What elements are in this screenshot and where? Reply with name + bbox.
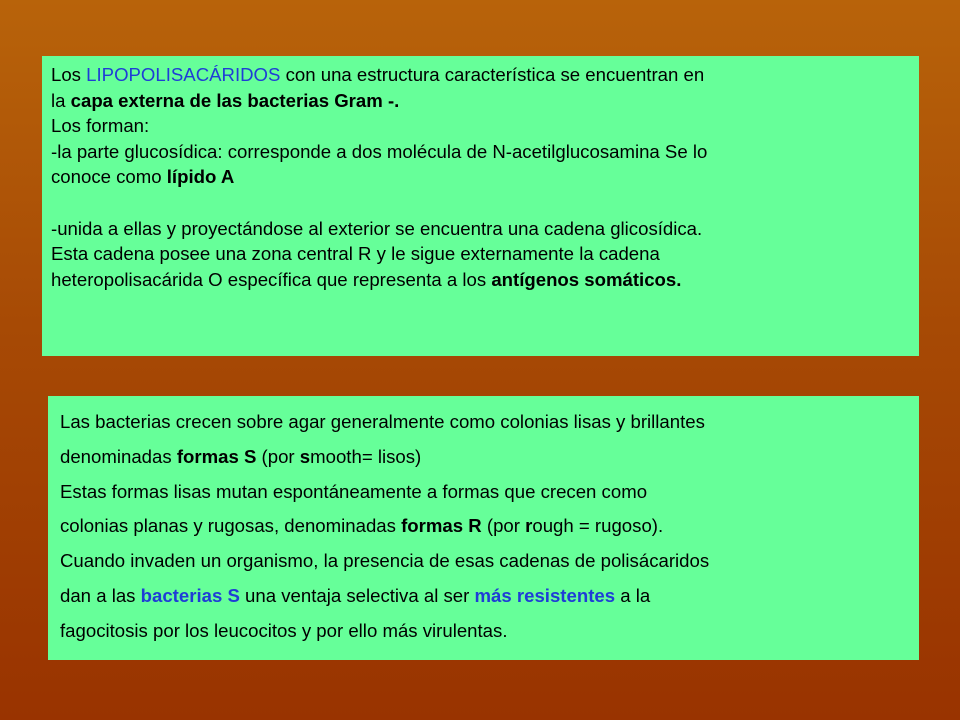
text-span: dan a las	[60, 584, 141, 606]
top-line-1	[51, 62, 909, 88]
rough-initial-bold: r	[525, 515, 533, 537]
bottom-line-6	[60, 579, 909, 614]
text-span: colonias planas y rugosas, denominadas	[60, 515, 402, 537]
text-span: (por	[256, 445, 300, 467]
text-span: la	[51, 89, 71, 111]
smooth-initial-bold: s	[299, 445, 311, 467]
text-span: conoce como	[51, 166, 167, 188]
top-line-5	[51, 164, 909, 190]
text-span: heteropolisacárida O específica que representa a los	[51, 268, 492, 290]
top-line-3: Los forman:	[51, 115, 150, 137]
antigenos-somaticos-bold: antígenos somáticos.	[491, 268, 682, 290]
bottom-line-4	[60, 509, 909, 544]
text-span: denominadas	[60, 445, 177, 467]
formas-s-bold: formas S	[176, 445, 257, 467]
bottom-line-3: Estas formas lisas mutan espontáneamente a formas que crecen como	[60, 480, 648, 502]
lipopolysaccharide-text-box	[42, 56, 919, 356]
text-span: con una estructura característica se encuentran en	[280, 64, 705, 85]
bottom-line-7: fagocitosis por los leucocitos y por ello más virulentas.	[60, 619, 508, 641]
text-span: ough = rugoso).	[532, 515, 664, 537]
lipopolisacaridos-highlight: LIPOPOLISACÁRIDOS	[86, 64, 281, 85]
gram-negative-bold: capa externa de las bacterias Gram -.	[70, 89, 400, 111]
mas-resistentes-highlight: más resistentes	[474, 584, 616, 606]
bacteria-forms-text-box	[48, 396, 919, 660]
formas-r-bold: formas R	[401, 515, 482, 537]
top-line-8	[51, 267, 909, 293]
bottom-line-1: Las bacterias crecen sobre agar generalmente como colonias lisas y brillantes	[60, 411, 705, 432]
bottom-line-2	[60, 440, 909, 475]
top-line-2	[51, 88, 909, 114]
text-span: a la	[615, 584, 651, 606]
lipido-a-bold: lípido A	[166, 166, 235, 188]
top-line-7: Esta cadena posee una zona central R y le sigue externamente la cadena	[51, 243, 660, 265]
paragraph-gap	[51, 190, 909, 216]
bacterias-s-highlight: bacterias S	[140, 584, 240, 606]
top-line-4: -la parte glucosídica: corresponde a dos molécula de N-acetilglucosamina Se lo	[51, 140, 708, 162]
text-span: mooth= lisos)	[310, 445, 422, 467]
text-span: una ventaja selectiva al ser	[239, 584, 475, 606]
text-span: Los	[51, 64, 87, 85]
top-line-6: -unida a ellas y proyectándose al exterior se encuentra una cadena glicosídica.	[51, 217, 703, 239]
bottom-line-5: Cuando invaden un organismo, la presencia de esas cadenas de polisácaridos	[60, 550, 710, 572]
text-span: (por	[481, 515, 526, 537]
